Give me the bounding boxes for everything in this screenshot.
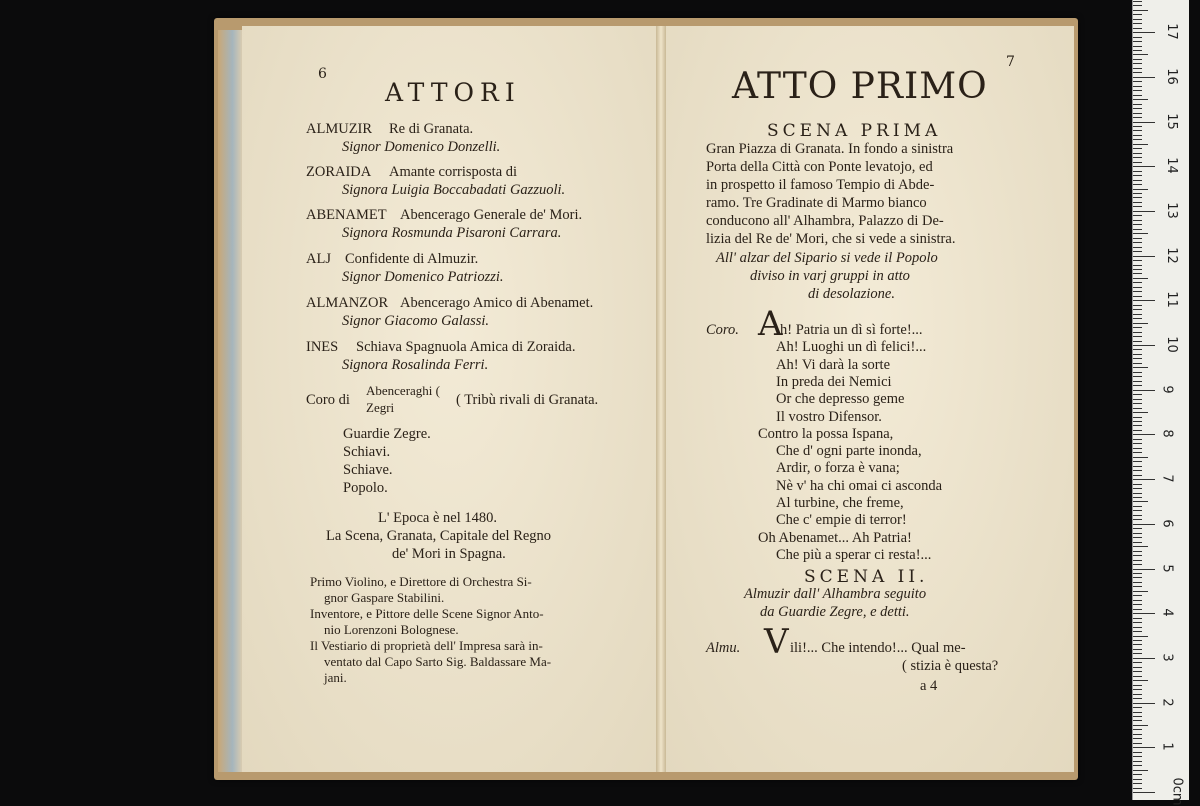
ruler-number: 11 (1163, 291, 1179, 309)
ruler-tick (1133, 122, 1155, 123)
ruler-tick (1133, 425, 1142, 426)
ruler-tick (1133, 287, 1142, 288)
scene1-desc-line: conducono all' Alhambra, Palazzo di De- (706, 213, 944, 229)
ruler-tick (1133, 515, 1142, 516)
ruler-tick (1133, 54, 1148, 55)
role-singer: Signora Rosalinda Ferri. (342, 357, 489, 373)
ruler-tick (1133, 461, 1142, 462)
ruler-tick (1133, 756, 1142, 757)
ruler-tick (1133, 314, 1142, 315)
ruler-tick (1133, 497, 1142, 498)
scene1-heading: SCENA PRIMA (767, 121, 942, 141)
ruler-tick (1133, 466, 1142, 467)
credit-line: Primo Violino, e Direttore di Orchestra Si- (310, 574, 532, 589)
extra-role: Popolo. (343, 480, 388, 496)
ruler-tick (1133, 747, 1155, 748)
ruler-tick (1133, 90, 1142, 91)
ruler-tick (1133, 448, 1142, 449)
ruler-tick (1133, 653, 1142, 654)
ruler-tick (1133, 224, 1142, 225)
role-name: ABENAMET (306, 207, 387, 223)
ruler-tick (1133, 135, 1142, 136)
coro-group-1: Abenceraghi ( (366, 383, 440, 398)
ruler-tick (1133, 189, 1148, 190)
ruler-tick (1133, 703, 1155, 704)
ruler-tick (1133, 555, 1142, 556)
ruler-tick (1133, 229, 1142, 230)
left-page-number: 6 (318, 66, 327, 82)
scene1-desc-line: ramo. Tre Gradinate di Marmo bianco (706, 195, 927, 211)
ruler-tick (1133, 761, 1142, 762)
ruler-tick (1133, 501, 1148, 502)
ruler-tick (1133, 577, 1142, 578)
coro-verse-line: Oh Abenamet... Ah Patria! (758, 529, 912, 546)
coro-verse-line: Ah! Vi darà la sorte (776, 356, 891, 373)
almu-line-1: ili!... Che intendo!... Qual me- (790, 640, 966, 656)
ruler-tick (1133, 475, 1142, 476)
ruler-tick (1133, 788, 1142, 789)
epoch-line: de' Mori in Spagna. (392, 546, 506, 562)
ruler-tick (1133, 180, 1142, 181)
scene1-desc-line: Gran Piazza di Granata. In fondo a sinistra (706, 141, 954, 157)
ruler-tick (1133, 381, 1142, 382)
ruler-tick (1133, 479, 1155, 480)
ruler-tick (1133, 184, 1142, 185)
ruler-tick (1133, 215, 1142, 216)
ruler-tick (1133, 564, 1142, 565)
ruler-number: 7 (1159, 474, 1175, 483)
ruler-tick (1133, 130, 1142, 131)
ruler-tick (1133, 421, 1142, 422)
ruler-tick (1133, 457, 1148, 458)
ruler-tick (1133, 439, 1142, 440)
ruler-tick (1133, 510, 1142, 511)
ruler-tick (1133, 291, 1142, 292)
ruler-tick (1133, 50, 1142, 51)
role-description: Confidente di Almuzir. (345, 251, 479, 267)
ruler-tick (1133, 774, 1142, 775)
ruler-tick (1133, 309, 1142, 310)
ruler-tick (1133, 10, 1148, 11)
ruler-tick (1133, 725, 1148, 726)
ruler-tick (1133, 336, 1142, 337)
ruler-tick (1133, 403, 1142, 404)
ruler-tick (1133, 269, 1142, 270)
ruler-tick (1133, 95, 1142, 96)
ruler-number: 0cm (1169, 777, 1185, 806)
ruler-tick (1133, 569, 1155, 570)
ruler-tick (1133, 533, 1142, 534)
coro-verse-line: Al turbine, che freme, (776, 495, 904, 511)
ruler-tick (1133, 734, 1142, 735)
ruler-tick (1133, 600, 1142, 601)
scene1-desc-line: Porta della Città con Ponte levatojo, ed (706, 159, 933, 175)
credit-line: gnor Gaspare Stabilini. (324, 590, 445, 605)
ruler-tick (1133, 332, 1142, 333)
ruler-number: 12 (1163, 246, 1179, 264)
ruler-tick (1133, 676, 1142, 677)
ruler-tick (1133, 408, 1142, 409)
ruler-number: 15 (1163, 112, 1179, 130)
role-name: ALMANZOR (306, 295, 389, 311)
ruler-tick (1133, 99, 1148, 100)
ruler-tick (1133, 452, 1142, 453)
stage-direction-line: da Guardie Zegre, e detti. (760, 604, 910, 620)
ruler-tick (1133, 32, 1155, 33)
ruler-tick (1133, 658, 1155, 659)
ruler-tick (1133, 484, 1142, 485)
ruler-tick (1133, 613, 1155, 614)
book-gutter (656, 26, 666, 772)
ruler-tick (1133, 251, 1142, 252)
ruler-tick (1133, 524, 1155, 525)
ruler-tick (1133, 273, 1142, 274)
ruler-number: 5 (1159, 563, 1175, 573)
ruler-tick (1133, 77, 1155, 78)
ruler-tick (1133, 412, 1148, 413)
coro-group-2: Zegri (366, 400, 395, 415)
ruler-tick (1133, 166, 1155, 167)
ruler-tick (1133, 493, 1142, 494)
ruler-tick (1133, 28, 1142, 29)
ruler-tick (1133, 667, 1142, 668)
ruler-tick (1133, 202, 1142, 203)
ruler-number: 3 (1159, 653, 1175, 662)
stage-direction-line: Almuzir dall' Alhambra seguito (744, 586, 927, 602)
ruler-number: 13 (1163, 202, 1179, 219)
role-description: Re di Granata. (389, 121, 474, 137)
extra-role: Schiave. (343, 462, 393, 478)
ruler-tick (1133, 19, 1142, 20)
ruler-tick (1133, 59, 1142, 60)
ruler-tick (1133, 372, 1142, 373)
ruler-tick (1133, 296, 1142, 297)
ruler-tick (1133, 640, 1142, 641)
ruler-tick (1133, 37, 1142, 38)
ruler-tick (1133, 358, 1142, 359)
ruler-tick (1133, 573, 1142, 574)
role-description: Amante corrisposta di (389, 164, 518, 180)
role-description: Abencerago Amico di Abenamet. (400, 295, 594, 311)
ruler-tick (1133, 23, 1142, 24)
ruler-tick (1133, 46, 1142, 47)
role-singer: Signor Giacomo Galassi. (342, 313, 490, 329)
ruler-tick (1133, 720, 1142, 721)
epoch-line: La Scena, Granata, Capitale del Regno (326, 528, 552, 544)
ruler-tick (1133, 162, 1142, 163)
ruler-tick (1133, 488, 1142, 489)
ruler-tick (1133, 609, 1142, 610)
ruler-tick (1133, 367, 1148, 368)
right-page-number: 7 (1006, 54, 1015, 70)
coro-verse-line: Che più a sperar ci resta!... (776, 546, 932, 563)
scene1-desc-line: lizia del Re de' Mori, che si vede a sinistra. (706, 231, 956, 247)
ruler-tick (1133, 139, 1142, 140)
ruler-tick (1133, 604, 1142, 605)
credit-line: ventato dal Capo Sarto Sig. Baldassare Ma- (324, 654, 552, 669)
ruler-tick (1133, 390, 1155, 391)
role-singer: Signora Luigia Boccabadati Gazzuoli. (342, 182, 566, 198)
role-name: ALJ (306, 251, 331, 267)
ruler-tick (1133, 197, 1142, 198)
ruler-tick (1133, 644, 1142, 645)
stage-direction-line: di desolazione. (808, 286, 895, 302)
epoch-line: L' Epoca è nel 1480. (378, 510, 497, 526)
ruler-tick (1133, 126, 1142, 127)
role-name: ZORAIDA (306, 164, 372, 180)
ruler-tick (1133, 327, 1142, 328)
ruler-tick (1133, 470, 1142, 471)
ruler-tick (1133, 318, 1142, 319)
scene1-desc-line: in prospetto il famoso Tempio di Abde- (706, 177, 935, 193)
ruler-tick (1133, 157, 1142, 158)
ruler-tick (1133, 618, 1142, 619)
ruler-tick (1133, 546, 1148, 547)
extra-role: Schiavi. (343, 444, 391, 460)
ruler-tick (1133, 278, 1148, 279)
ruler-tick (1133, 144, 1148, 145)
ruler-tick (1133, 300, 1155, 301)
ruler-tick (1133, 193, 1142, 194)
ruler-tick (1133, 770, 1148, 771)
ruler-tick (1133, 117, 1142, 118)
credit-line: Inventore, e Pittore delle Scene Signor Anto- (310, 606, 544, 621)
catchword: a 4 (920, 678, 938, 694)
coro-verse-line: h! Patria un dì sì forte!... (780, 322, 923, 338)
coro-label: Coro di (306, 392, 350, 408)
ruler-tick (1133, 345, 1155, 346)
ruler-tick (1133, 238, 1142, 239)
ruler-number: 14 (1163, 157, 1179, 174)
ruler-tick (1133, 743, 1142, 744)
coro-verse-line: Or che depresso geme (776, 391, 905, 408)
ruler-tick (1133, 256, 1155, 257)
ruler-tick (1133, 175, 1142, 176)
ruler-number: 16 (1163, 68, 1179, 85)
ruler-tick (1133, 72, 1142, 73)
ruler-tick (1133, 792, 1155, 793)
coro-verse-line: Contro la possa Ispana, (758, 425, 894, 442)
ruler-tick (1133, 220, 1142, 221)
coro-tribes: ( Tribù rivali di Granata. (456, 392, 599, 408)
ruler-tick (1133, 108, 1142, 109)
ruler-tick (1133, 104, 1142, 105)
ruler-tick (1133, 430, 1142, 431)
coro-verse-line: Ardir, o forza è vana; (776, 460, 900, 477)
ruler-tick (1133, 712, 1142, 713)
ruler-tick (1133, 282, 1142, 283)
ruler-tick (1133, 305, 1142, 306)
almu-speaker: Almu. (706, 640, 741, 656)
left-page-title: ATTORI (385, 78, 521, 107)
ruler-tick (1133, 551, 1142, 552)
ruler-tick (1133, 506, 1142, 507)
ruler-tick (1133, 1, 1142, 2)
ruler-number: 1 (1159, 742, 1175, 751)
ruler-tick (1133, 363, 1142, 364)
almu-line-2: ( stizia è questa? (902, 658, 999, 674)
role-singer: Signor Domenico Patriozzi. (342, 269, 504, 285)
ruler-tick (1133, 542, 1142, 543)
ruler-tick (1133, 765, 1142, 766)
ruler-tick (1133, 729, 1142, 730)
ruler-tick (1133, 636, 1148, 637)
role-name: INES (306, 339, 339, 355)
role-description: Schiava Spagnuola Amica di Zoraida. (356, 339, 576, 355)
ruler-tick (1133, 5, 1142, 6)
ruler-tick (1133, 68, 1142, 69)
role-singer: Signor Domenico Donzelli. (342, 139, 501, 155)
coro-verse-line: Che d' ogni parte inonda, (776, 443, 922, 460)
coro-speaker: Coro. (706, 322, 739, 338)
coro-verse-line: Il vostro Difensor. (776, 408, 882, 425)
ruler-tick (1133, 595, 1142, 596)
ruler-tick (1133, 385, 1142, 386)
ruler-tick (1133, 649, 1142, 650)
scene2-heading: SCENA II. (804, 567, 929, 587)
ruler-tick (1133, 707, 1142, 708)
ruler-tick (1133, 354, 1142, 355)
ruler-tick (1133, 537, 1142, 538)
coro-verse-line: Che c' empie di terror! (776, 512, 907, 529)
ruler-number: 8 (1159, 429, 1175, 439)
right-page-title: ATTO PRIMO (732, 66, 988, 107)
ruler-tick (1133, 349, 1142, 350)
ruler-tick (1133, 376, 1142, 377)
coro-drop-cap: A (758, 304, 783, 344)
ruler-tick (1133, 323, 1148, 324)
ruler-tick (1133, 153, 1142, 154)
ruler-tick (1133, 81, 1142, 82)
credit-line: Il Vestiario di proprietà dell' Impresa sarà in- (310, 638, 543, 653)
stage-direction-line: All' alzar del Sipario si vede il Popolo (716, 250, 938, 266)
ruler-tick (1133, 689, 1142, 690)
ruler-tick (1133, 417, 1142, 418)
coro-verse-line: In preda dei Nemici (776, 373, 892, 390)
ruler-tick (1133, 680, 1148, 681)
ruler-tick (1133, 779, 1142, 780)
ruler-tick (1133, 627, 1142, 628)
ruler-tick (1133, 242, 1142, 243)
ruler-tick (1133, 394, 1142, 395)
role-description: Abencerago Generale de' Mori. (400, 207, 583, 223)
ruler-tick (1133, 148, 1142, 149)
ruler-tick (1133, 694, 1142, 695)
ruler-tick (1133, 591, 1148, 592)
ruler-tick (1133, 738, 1142, 739)
ruler-tick (1133, 399, 1142, 400)
coro-verse-line: Nè v' ha chi omai ci asconda (776, 477, 943, 494)
ruler-tick (1133, 63, 1142, 64)
ruler-tick (1133, 247, 1142, 248)
ruler-tick (1133, 685, 1142, 686)
ruler-tick (1133, 434, 1155, 435)
ruler-tick (1133, 528, 1142, 529)
extra-role: Guardie Zegre. (343, 426, 431, 442)
page-edges (218, 30, 242, 772)
measurement-ruler (1132, 0, 1189, 806)
ruler-tick (1133, 698, 1142, 699)
ruler-tick (1133, 586, 1142, 587)
ruler-tick (1133, 662, 1142, 663)
ruler-tick (1133, 582, 1142, 583)
ruler-number: 9 (1159, 385, 1175, 394)
role-singer: Signora Rosmunda Pisaroni Carrara. (342, 225, 562, 241)
ruler-number: 6 (1159, 519, 1175, 528)
ruler-number: 2 (1159, 697, 1175, 707)
ruler-tick (1133, 233, 1148, 234)
ruler-tick (1133, 86, 1142, 87)
role-name: ALMUZIR (306, 121, 373, 137)
ruler-tick (1133, 265, 1142, 266)
ruler-tick (1133, 560, 1142, 561)
ruler-tick (1133, 41, 1142, 42)
almu-drop-cap: V (764, 622, 789, 662)
ruler-tick (1133, 171, 1142, 172)
ruler-number: 4 (1159, 608, 1175, 617)
stage-direction-line: diviso in varj gruppi in atto (750, 268, 910, 284)
coro-verse-line: Ah! Luoghi un dì felici!... (776, 339, 927, 356)
ruler-tick (1133, 211, 1155, 212)
ruler-number: 10 (1163, 336, 1179, 353)
ruler-tick (1133, 631, 1142, 632)
ruler-tick (1133, 716, 1142, 717)
ruler-number: 17 (1163, 23, 1179, 40)
ruler-tick (1133, 519, 1142, 520)
ruler-tick (1133, 783, 1142, 784)
credit-line: jani. (324, 670, 347, 685)
credit-line: nio Lorenzoni Bolognese. (324, 622, 459, 637)
ruler-tick (1133, 443, 1142, 444)
ruler-tick (1133, 752, 1142, 753)
ruler-tick (1133, 260, 1142, 261)
ruler-tick (1133, 206, 1142, 207)
ruler-tick (1133, 14, 1142, 15)
ruler-tick (1133, 671, 1142, 672)
ruler-tick (1133, 622, 1142, 623)
ruler-tick (1133, 113, 1142, 114)
ruler-tick (1133, 341, 1142, 342)
